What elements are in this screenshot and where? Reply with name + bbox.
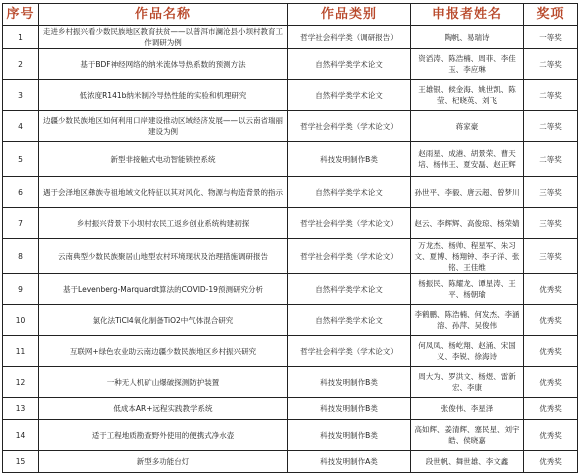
- row-title: 遇于会泽地区彝族寺祖地域文化特征以其对风化、物源与构造背景的指示: [39, 177, 288, 208]
- header-index: 序号: [3, 4, 39, 26]
- row-award: 优秀奖: [524, 274, 578, 305]
- row-applicants: 何凤凤、杨屹翔、赵涌、宋国义、李锐、徐海诗: [411, 336, 524, 367]
- row-applicants: 周大为、罗洪文、杨煜、雷新宏、李康: [411, 367, 524, 398]
- row-index: 4: [3, 111, 39, 142]
- row-category: 自然科学类学术论文: [288, 305, 411, 336]
- row-title: 一种无人机矿山爆破探测防护装置: [39, 367, 288, 398]
- row-applicants: 赵云、李辉辉、高俊琼、杨荣婧: [411, 208, 524, 239]
- table-row: [3, 451, 578, 473]
- row-applicants: 万龙杰、杨帅、程星军、朱习文、夏博、杨翔钟、李子洋、张铭、王佳维: [411, 239, 524, 274]
- table-row: [3, 49, 578, 80]
- row-category: 哲学社会科学类（学术论文）: [288, 336, 411, 367]
- table-row: [3, 398, 578, 420]
- row-applicants: 资滔涛、陈浩楠、周菲、李佳玉、李应琳: [411, 49, 524, 80]
- row-applicants: 段世帆、舞世雄、李文鑫: [411, 451, 524, 473]
- row-category: 哲学社会科学类（学术论文）: [288, 239, 411, 274]
- row-title: 适于工程地质勘查野外使用的便携式净水壶: [39, 420, 288, 451]
- row-index: 9: [3, 274, 39, 305]
- row-award: 三等奖: [524, 239, 578, 274]
- row-applicants: 陶帆、易瑞诗: [411, 26, 524, 49]
- row-category: 自然科学类学术论文: [288, 80, 411, 111]
- row-title: 基于Levenberg-Marquardt算法的COVID-19预测研究分析: [39, 274, 288, 305]
- row-award: 一等奖: [524, 26, 578, 49]
- row-award: 优秀奖: [524, 398, 578, 420]
- header-row: [3, 4, 578, 26]
- table-row: [3, 305, 578, 336]
- row-applicants: 张俊伟、李星泽: [411, 398, 524, 420]
- row-category: 科技发明制作B类: [288, 398, 411, 420]
- row-index: 15: [3, 451, 39, 473]
- table-row: [3, 274, 578, 305]
- row-title: 基于BDF神经网络的纳米流体导热系数的预测方法: [39, 49, 288, 80]
- table-row: [3, 80, 578, 111]
- table-row: [3, 336, 578, 367]
- row-index: 11: [3, 336, 39, 367]
- row-title: 新型多功能台灯: [39, 451, 288, 473]
- row-category: 哲学社会科学类（调研报告）: [288, 26, 411, 49]
- table-row: [3, 239, 578, 274]
- row-award: 优秀奖: [524, 420, 578, 451]
- row-award: 二等奖: [524, 49, 578, 80]
- table-row: [3, 420, 578, 451]
- header-category: 作品类别: [288, 4, 411, 26]
- header-award: 奖项: [524, 4, 578, 26]
- row-category: 科技发明制作B类: [288, 142, 411, 177]
- row-award: 二等奖: [524, 111, 578, 142]
- header-applicants: 申报者姓名: [411, 4, 524, 26]
- row-applicants: 李鹤鹏、陈浩楠、何发杰、李涵溶、孙萍、吴俊伟: [411, 305, 524, 336]
- row-applicants: 孙世平、李毅、唐云超、曾梦川: [411, 177, 524, 208]
- row-title: 边疆少数民族地区如何利用口岸建设推动区域经济发展——以云南省瑞丽建设为例: [39, 111, 288, 142]
- row-index: 10: [3, 305, 39, 336]
- row-award: 优秀奖: [524, 336, 578, 367]
- row-index: 5: [3, 142, 39, 177]
- table-row: [3, 367, 578, 398]
- row-award: 优秀奖: [524, 305, 578, 336]
- row-category: 自然科学类学术论文: [288, 177, 411, 208]
- row-index: 6: [3, 177, 39, 208]
- row-category: 科技发明制作A类: [288, 451, 411, 473]
- row-title: 低浓度R141b纳米制冷导热性能的实验和机理研究: [39, 80, 288, 111]
- awards-table: [2, 3, 578, 473]
- row-category: 科技发明制作B类: [288, 367, 411, 398]
- row-applicants: 蒋家豪: [411, 111, 524, 142]
- row-category: 自然科学类学术论文: [288, 274, 411, 305]
- table-row: [3, 26, 578, 49]
- row-index: 14: [3, 420, 39, 451]
- row-category: 哲学社会科学类（学术论文）: [288, 111, 411, 142]
- row-category: 哲学社会科学类（学术论文）: [288, 208, 411, 239]
- row-applicants: 高如辉、姜清辉、塞民星、刘宇皓、侯晓嘉: [411, 420, 524, 451]
- row-award: 二等奖: [524, 142, 578, 177]
- row-title: 走进乡村振兴看少数民族地区教育扶贫——以普洱市澜沧县小坝村教育工作调研为例: [39, 26, 288, 49]
- row-award: 优秀奖: [524, 367, 578, 398]
- row-applicants: 赵雨星、成港、胡景荣、曹天培、杨伟王、夏安磊、赵正辉: [411, 142, 524, 177]
- row-award: 三等奖: [524, 208, 578, 239]
- row-applicants: 杨振民、陈耀龙、谭星涛、王平、杨朝瑜: [411, 274, 524, 305]
- row-award: 三等奖: [524, 177, 578, 208]
- row-title: 云南典型少数民族聚居山地型农村环境现状及治理措施调研报告: [39, 239, 288, 274]
- row-award: 二等奖: [524, 80, 578, 111]
- row-title: 氯化法TiCl4氧化制备TiO2中气体混合研究: [39, 305, 288, 336]
- row-applicants: 王雄银、候金海、姚世凯、陈莹、杞晓英、刘飞: [411, 80, 524, 111]
- row-category: 自然科学类学术论文: [288, 49, 411, 80]
- header-title: 作品名称: [39, 4, 288, 26]
- row-category: 科技发明制作B类: [288, 420, 411, 451]
- row-index: 13: [3, 398, 39, 420]
- row-index: 1: [3, 26, 39, 49]
- table-row: [3, 208, 578, 239]
- table-row: [3, 177, 578, 208]
- row-title: 低成本AR+远程实践教学系统: [39, 398, 288, 420]
- row-award: 优秀奖: [524, 451, 578, 473]
- row-index: 8: [3, 239, 39, 274]
- row-index: 7: [3, 208, 39, 239]
- table-row: [3, 111, 578, 142]
- row-index: 2: [3, 49, 39, 80]
- row-title: 新型非接触式电动智能锁控系统: [39, 142, 288, 177]
- table-row: [3, 142, 578, 177]
- row-title: 互联网+绿色农业助云南边疆少数民族地区乡村振兴研究: [39, 336, 288, 367]
- row-index: 12: [3, 367, 39, 398]
- awards-table-container: [2, 3, 578, 473]
- row-index: 3: [3, 80, 39, 111]
- row-title: 乡村振兴背景下小坝村农民工返乡创业系统构建初探: [39, 208, 288, 239]
